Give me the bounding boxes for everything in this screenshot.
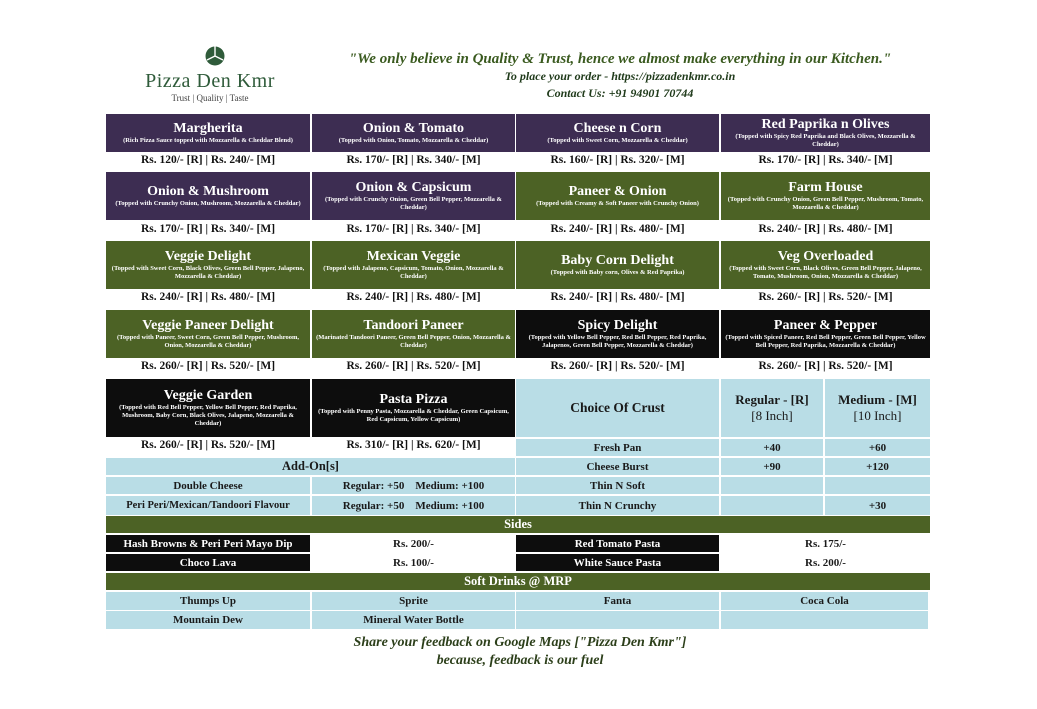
pizza-price: Rs. 260/- [R] | Rs. 520/- [M] <box>758 360 893 372</box>
pizza-name: Onion & Mushroom <box>147 184 269 199</box>
pizza-name: Veggie Garden <box>163 388 253 403</box>
pizza-card <box>312 379 515 437</box>
pizza-description: (Topped with Spicy Red Paprika and Black Olives, Mozzarella & Cheddar) <box>735 133 916 148</box>
pizza-name: Veggie Delight <box>164 249 252 264</box>
pizza-name: Pasta Pizza <box>379 392 448 407</box>
pizza-description: (Topped with Yellow Bell Pepper, Red Bell Pepper, Red Paprika, Jalapenos, Green Bell Pepper, Mozzarella & Cheddar) <box>528 334 707 349</box>
addon-price: Regular: +50 Medium: +100 <box>312 496 515 515</box>
pizza-price: Rs. 260/- [R] | Rs. 520/- [M] <box>550 360 685 372</box>
pizza-price: Rs. 240/- [R] | Rs. 480/- [M] <box>550 223 685 235</box>
sides-title: Sides <box>106 516 930 533</box>
pizza-card <box>312 310 515 358</box>
addon-name: Peri Peri/Mexican/Tandoori Flavour <box>106 496 310 515</box>
pizza-card <box>106 379 310 437</box>
pizza-name: Onion & Capsicum <box>355 180 472 195</box>
feedback-subtext: because, feedback is our fuel <box>436 653 604 668</box>
pizza-card <box>312 114 515 152</box>
logo-icon <box>205 46 225 66</box>
pizza-description: (Topped with Creamy & Soft Paneer with Crunchy Onion) <box>536 200 699 207</box>
side-item-name: Red Tomato Pasta <box>516 535 719 552</box>
pizza-card <box>721 241 930 289</box>
crust-row-medium: +120 <box>825 458 930 475</box>
drink-item: Mineral Water Bottle <box>312 611 515 629</box>
crust-row-regular <box>721 477 823 494</box>
contact-info: Contact Us: +91 94901 70744 <box>546 86 694 100</box>
crust-row-regular: +40 <box>721 439 823 456</box>
pizza-price: Rs. 260/- [R] | Rs. 520/- [M] <box>346 360 481 372</box>
pizza-price: Rs. 240/- [R] | Rs. 480/- [M] <box>550 291 685 303</box>
pizza-description: (Topped with Red Bell Pepper, Yellow Bell Pepper, Red Paprika, Mushroom, Baby Corn, Black Olives, Jalapeno, Mozzarella & Cheddar) <box>119 404 297 427</box>
crust-row-name: Cheese Burst <box>516 458 719 475</box>
pizza-card <box>516 310 719 358</box>
pizza-description: (Topped with Paneer, Sweet Corn, Green Bell Pepper, Mushroom, Onion, Mozzarella & Cheddar) <box>116 334 300 349</box>
pizza-name: Onion & Tomato <box>362 121 465 136</box>
drink-item: Fanta <box>516 592 719 610</box>
crust-row-regular <box>721 496 823 515</box>
crust-row-medium: +60 <box>825 439 930 456</box>
pizza-description: (Topped with Crunchy Onion, Green Bell Pepper, Mozzarella & Cheddar) <box>325 196 502 211</box>
pizza-card <box>721 114 930 152</box>
crust-medium-header <box>825 379 930 437</box>
pizza-card <box>106 241 310 289</box>
pizza-name: Spicy Delight <box>577 318 658 333</box>
crust-regular-header <box>721 379 823 437</box>
pizza-price: Rs. 160/- [R] | Rs. 320/- [M] <box>550 154 685 166</box>
brand-name: Pizza Den Kmr <box>145 70 275 92</box>
feedback-text: Share your feedback on Google Maps ["Pizza Den Kmr"] <box>353 635 687 650</box>
drinks-title: Soft Drinks @ MRP <box>106 573 930 590</box>
drink-item: Mountain Dew <box>106 611 310 629</box>
pizza-price: Rs. 170/- [R] | Rs. 340/- [M] <box>346 154 481 166</box>
pizza-card <box>312 172 515 220</box>
crust-regular-label: Regular - [R] <box>735 392 809 407</box>
pizza-description: (Topped with Onion, Tomato, Mozzarella & Cheddar) <box>338 137 489 144</box>
pizza-price: Rs. 260/- [R] | Rs. 520/- [M] <box>140 360 276 372</box>
crust-row-medium <box>825 477 930 494</box>
quote-text: "We only believe in Quality & Trust, hence we almost make everything in our Kitchen." <box>348 51 892 67</box>
pizza-name: Farm House <box>788 180 863 195</box>
side-item-price: Rs. 100/- <box>312 554 515 571</box>
brand-tagline: Trust | Quality | Taste <box>171 93 249 103</box>
pizza-price: Rs. 260/- [R] | Rs. 520/- [M] <box>758 291 893 303</box>
pizza-name: Veggie Paneer Delight <box>142 318 274 333</box>
addon-price: Regular: +50 Medium: +100 <box>312 477 515 494</box>
crust-title: Choice Of Crust <box>516 379 719 437</box>
crust-row-name: Fresh Pan <box>516 439 719 456</box>
pizza-price: Rs. 170/- [R] | Rs. 340/- [M] <box>140 223 276 235</box>
drink-item: Coca Cola <box>721 592 928 610</box>
pizza-description: (Topped with Sweet Corn, Black Olives, Green Bell Pepper, Jalapeno, Tomato, Mushroom, Onion, Mozzarella & Cheddar) <box>729 265 922 280</box>
side-item-name: White Sauce Pasta <box>516 554 719 571</box>
pizza-name: Red Paprika n Olives <box>761 117 890 132</box>
crust-medium-size: [10 Inch] <box>853 408 902 423</box>
addon-name: Double Cheese <box>106 477 310 494</box>
pizza-price: Rs. 170/- [R] | Rs. 340/- [M] <box>346 223 481 235</box>
side-item-price: Rs. 200/- <box>721 554 930 571</box>
crust-row-regular: +90 <box>721 458 823 475</box>
pizza-card <box>312 241 515 289</box>
drink-empty-cell <box>516 611 719 629</box>
drink-empty-cell <box>721 611 928 629</box>
drink-item: Sprite <box>312 592 515 610</box>
side-item-name: Choco Lava <box>106 554 310 571</box>
crust-row-name: Thin N Crunchy <box>516 496 719 515</box>
pizza-name: Cheese n Corn <box>573 121 662 136</box>
pizza-name: Veg Overloaded <box>777 249 874 264</box>
pizza-description: (Topped with Crunchy Onion, Mushroom, Mozzarella & Cheddar) <box>115 200 301 207</box>
pizza-price: Rs. 310/- [R] | Rs. 620/- [M] <box>346 439 481 451</box>
side-item-name: Hash Browns & Peri Peri Mayo Dip <box>106 535 310 552</box>
side-item-price: Rs. 200/- <box>312 535 515 552</box>
pizza-name: Tandoori Paneer <box>363 318 464 333</box>
pizza-card <box>516 172 719 220</box>
pizza-price: Rs. 240/- [R] | Rs. 480/- [M] <box>140 291 276 303</box>
pizza-name: Baby Corn Delight <box>561 253 674 268</box>
pizza-card <box>106 114 310 152</box>
pizza-name: Margherita <box>173 121 243 136</box>
pizza-description: (Topped with Spiced Paneer, Red Bell Pepper, Green Bell Pepper, Yellow Bell Pepper, Red Paprika, Mozzarella & Cheddar) <box>725 334 926 349</box>
pizza-description: (Topped with Jalapeno, Capsicum, Tomato, Onion, Mozzarella & Cheddar) <box>323 265 504 280</box>
pizza-description: (Topped with Crunchy Onion, Green Bell Pepper, Mushroom, Tomato, Mozzarella & Cheddar) <box>727 196 924 211</box>
pizza-price: Rs. 260/- [R] | Rs. 520/- [M] <box>140 439 276 451</box>
crust-regular-size: [8 Inch] <box>751 408 793 423</box>
pizza-description: (Topped with Penny Pasta, Mozzarella & Cheddar, Green Capsicum, Red Capsicum, Yellow Capsicum) <box>318 408 509 423</box>
pizza-card <box>106 172 310 220</box>
pizza-card <box>721 310 930 358</box>
pizza-price: Rs. 240/- [R] | Rs. 480/- [M] <box>758 223 893 235</box>
order-link[interactable]: To place your order - https://pizzadenkmr.co.in <box>504 69 736 83</box>
pizza-description: (Topped with Sweet Corn, Black Olives, Green Bell Pepper, Jalapeno, Mozzarella & Cheddar) <box>111 265 305 280</box>
pizza-price: Rs. 120/- [R] | Rs. 240/- [M] <box>140 154 276 166</box>
pizza-name: Paneer & Pepper <box>773 318 878 333</box>
pizza-card <box>516 241 719 289</box>
pizza-card <box>721 172 930 220</box>
pizza-card <box>516 114 719 152</box>
pizza-name: Paneer & Onion <box>568 184 667 199</box>
pizza-description: (Marinated Tandoori Paneer, Green Bell Pepper, Onion, Mozzarella & Cheddar) <box>316 334 511 349</box>
drink-item: Thumps Up <box>106 592 310 610</box>
crust-row-medium: +30 <box>825 496 930 515</box>
pizza-description: (Rich Pizza Sauce topped with Mozzarella & Cheddar Blend) <box>123 137 293 144</box>
pizza-description: (Topped with Baby corn, Olives & Red Paprika) <box>550 269 685 276</box>
pizza-description: (Topped with Sweet Corn, Mozzarella & Cheddar) <box>547 137 688 144</box>
crust-medium-label: Medium - [M] <box>838 392 917 407</box>
crust-row-name: Thin N Soft <box>516 477 719 494</box>
pizza-name: Mexican Veggie <box>366 249 461 264</box>
pizza-price: Rs. 170/- [R] | Rs. 340/- [M] <box>758 154 893 166</box>
pizza-card <box>106 310 310 358</box>
pizza-price: Rs. 240/- [R] | Rs. 480/- [M] <box>346 291 481 303</box>
side-item-price: Rs. 175/- <box>721 535 930 552</box>
addons-title: Add-On[s] <box>106 458 515 475</box>
